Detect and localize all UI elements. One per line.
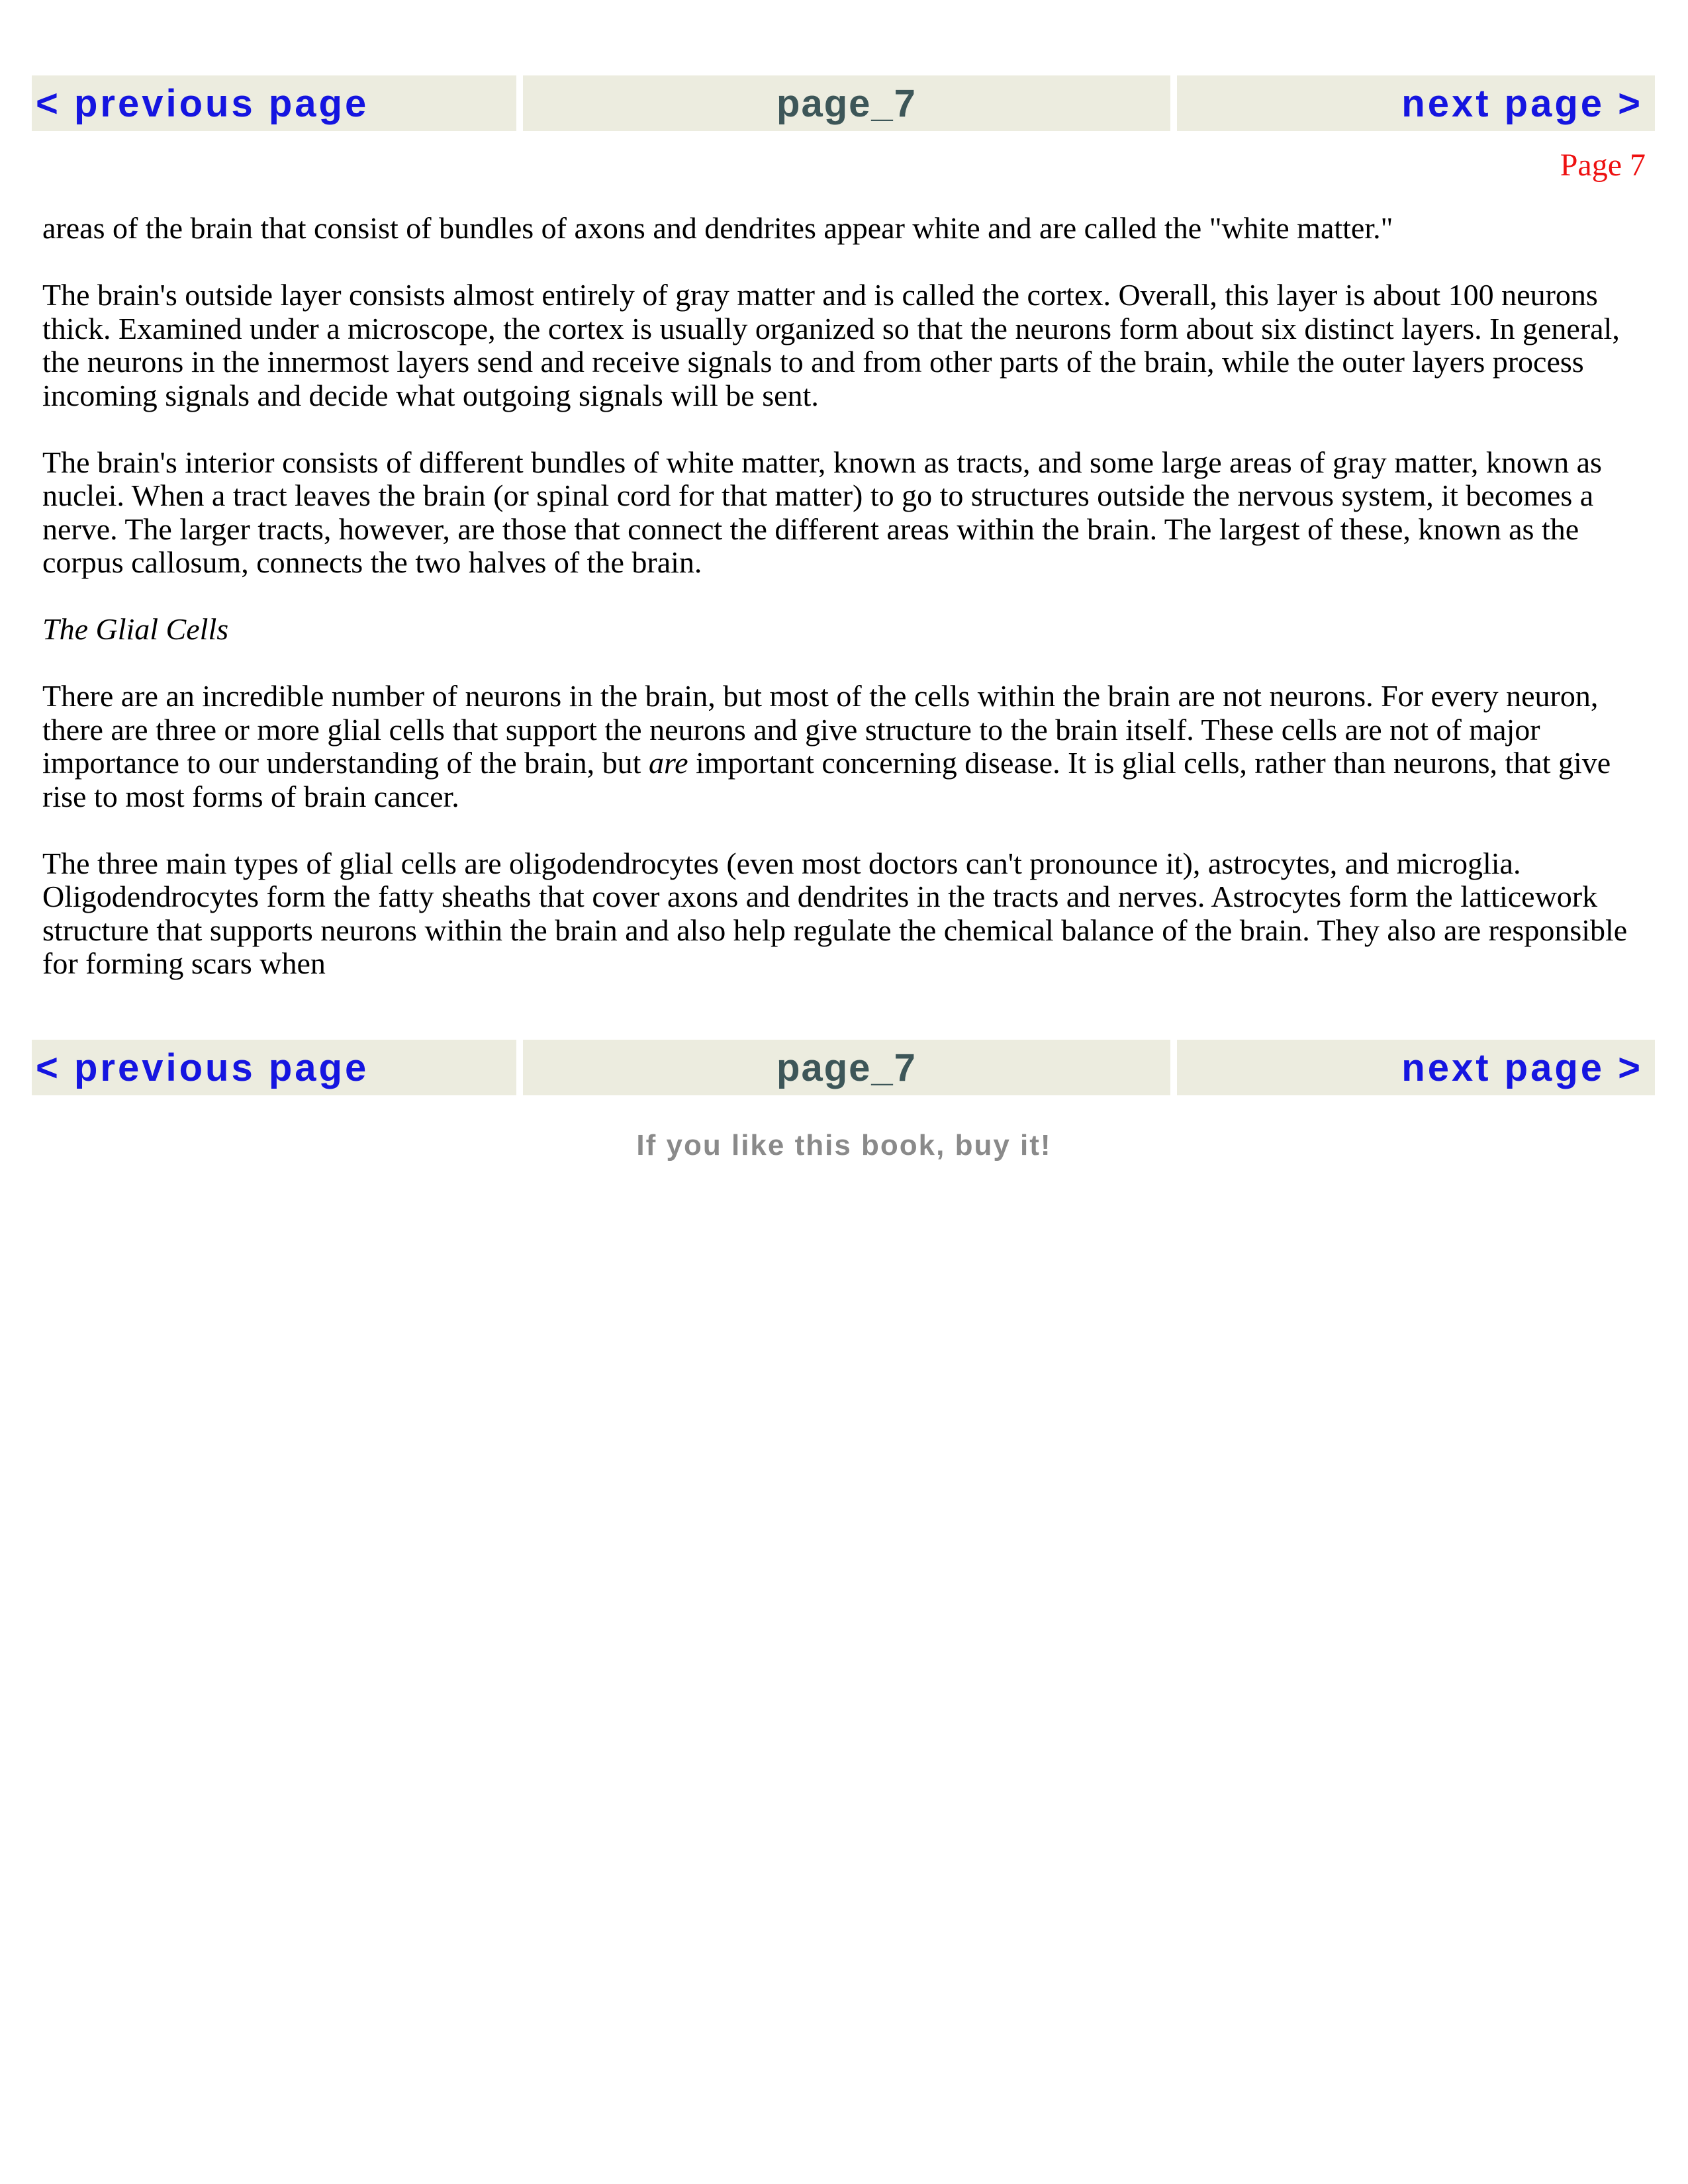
- previous-page-cell: [32, 75, 516, 131]
- paragraph-glial-text-a: There are an incredible number of neurons in the brain, but most of the cells within the brain are not neurons. For every neuron, there are three or more glial cells that support the neurons and give structure to the brain itself. These cells are not of major importance to our understanding of the brain, but: [42, 679, 1599, 780]
- section-heading-text: The Glial Cells: [42, 612, 229, 646]
- paragraph-cortex: The brain's outside layer consists almost entirely of gray matter and is called the cortex. Overall, this layer is about 100 neurons thick. Examined under a microscope, the cortex is usually organized so that the neurons form about six distinct layers. In general, the neurons in the innermost layers send and receive signals to and from other parts of the brain, while the outer layers process incoming signals and decide what outgoing signals will be sent.: [42, 278, 1620, 412]
- page-number: Page 7: [1560, 148, 1646, 183]
- section-heading: [42, 613, 1644, 647]
- page-name: page_7: [776, 1046, 917, 1089]
- buy-book-note: If you like this book, buy it!: [636, 1129, 1052, 1161]
- next-page-cell: [1177, 75, 1655, 131]
- page-name-cell: [523, 75, 1170, 131]
- paragraph-glial-emphasis: are: [648, 746, 688, 780]
- paragraph-glial-text-b: important concerning disease. It is glial cells, rather than neurons, that give rise to most forms of brain cancer.: [42, 746, 1611, 813]
- page-name-cell: [523, 1040, 1170, 1095]
- paragraph-glial-types: The three main types of glial cells are oligodendrocytes (even most doctors can't pronounce it), astrocytes, and microglia. Oligodendrocytes form the fatty sheaths that cover axons and dendrites in the tracts and nerves. Astrocytes form the latticework structure that supports neurons within the brain and also help regulate the chemical balance of the brain. They also are responsible for forming scars when: [42, 846, 1628, 980]
- page-name: page_7: [776, 81, 917, 125]
- previous-page-link[interactable]: < previous page: [36, 81, 369, 125]
- paragraph-interior: The brain's interior consists of different bundles of white matter, known as tracts, and some large areas of gray matter, known as nuclei. When a tract leaves the brain (or spinal cord for that matter) to go to structures outside the nervous system, it becomes a nerve. The larger tracts, however, are those that connect the different areas within the brain. The largest of these, known as the corpus callosum, connects the two halves of the brain.: [42, 445, 1602, 579]
- paragraph-white-matter: areas of the brain that consist of bundles of axons and dendrites appear white and are called the "white matter.": [42, 211, 1393, 245]
- page-content: [42, 212, 1644, 981]
- previous-page-link[interactable]: < previous page: [36, 1046, 369, 1089]
- next-page-link[interactable]: next page >: [1401, 81, 1643, 125]
- bottom-navigation-bar: [32, 1040, 1655, 1095]
- paragraph-glial-cells: [42, 680, 1644, 813]
- next-page-link[interactable]: next page >: [1401, 1046, 1643, 1089]
- previous-page-cell: [32, 1040, 516, 1095]
- next-page-cell: [1177, 1040, 1655, 1095]
- top-navigation-bar: [32, 75, 1655, 131]
